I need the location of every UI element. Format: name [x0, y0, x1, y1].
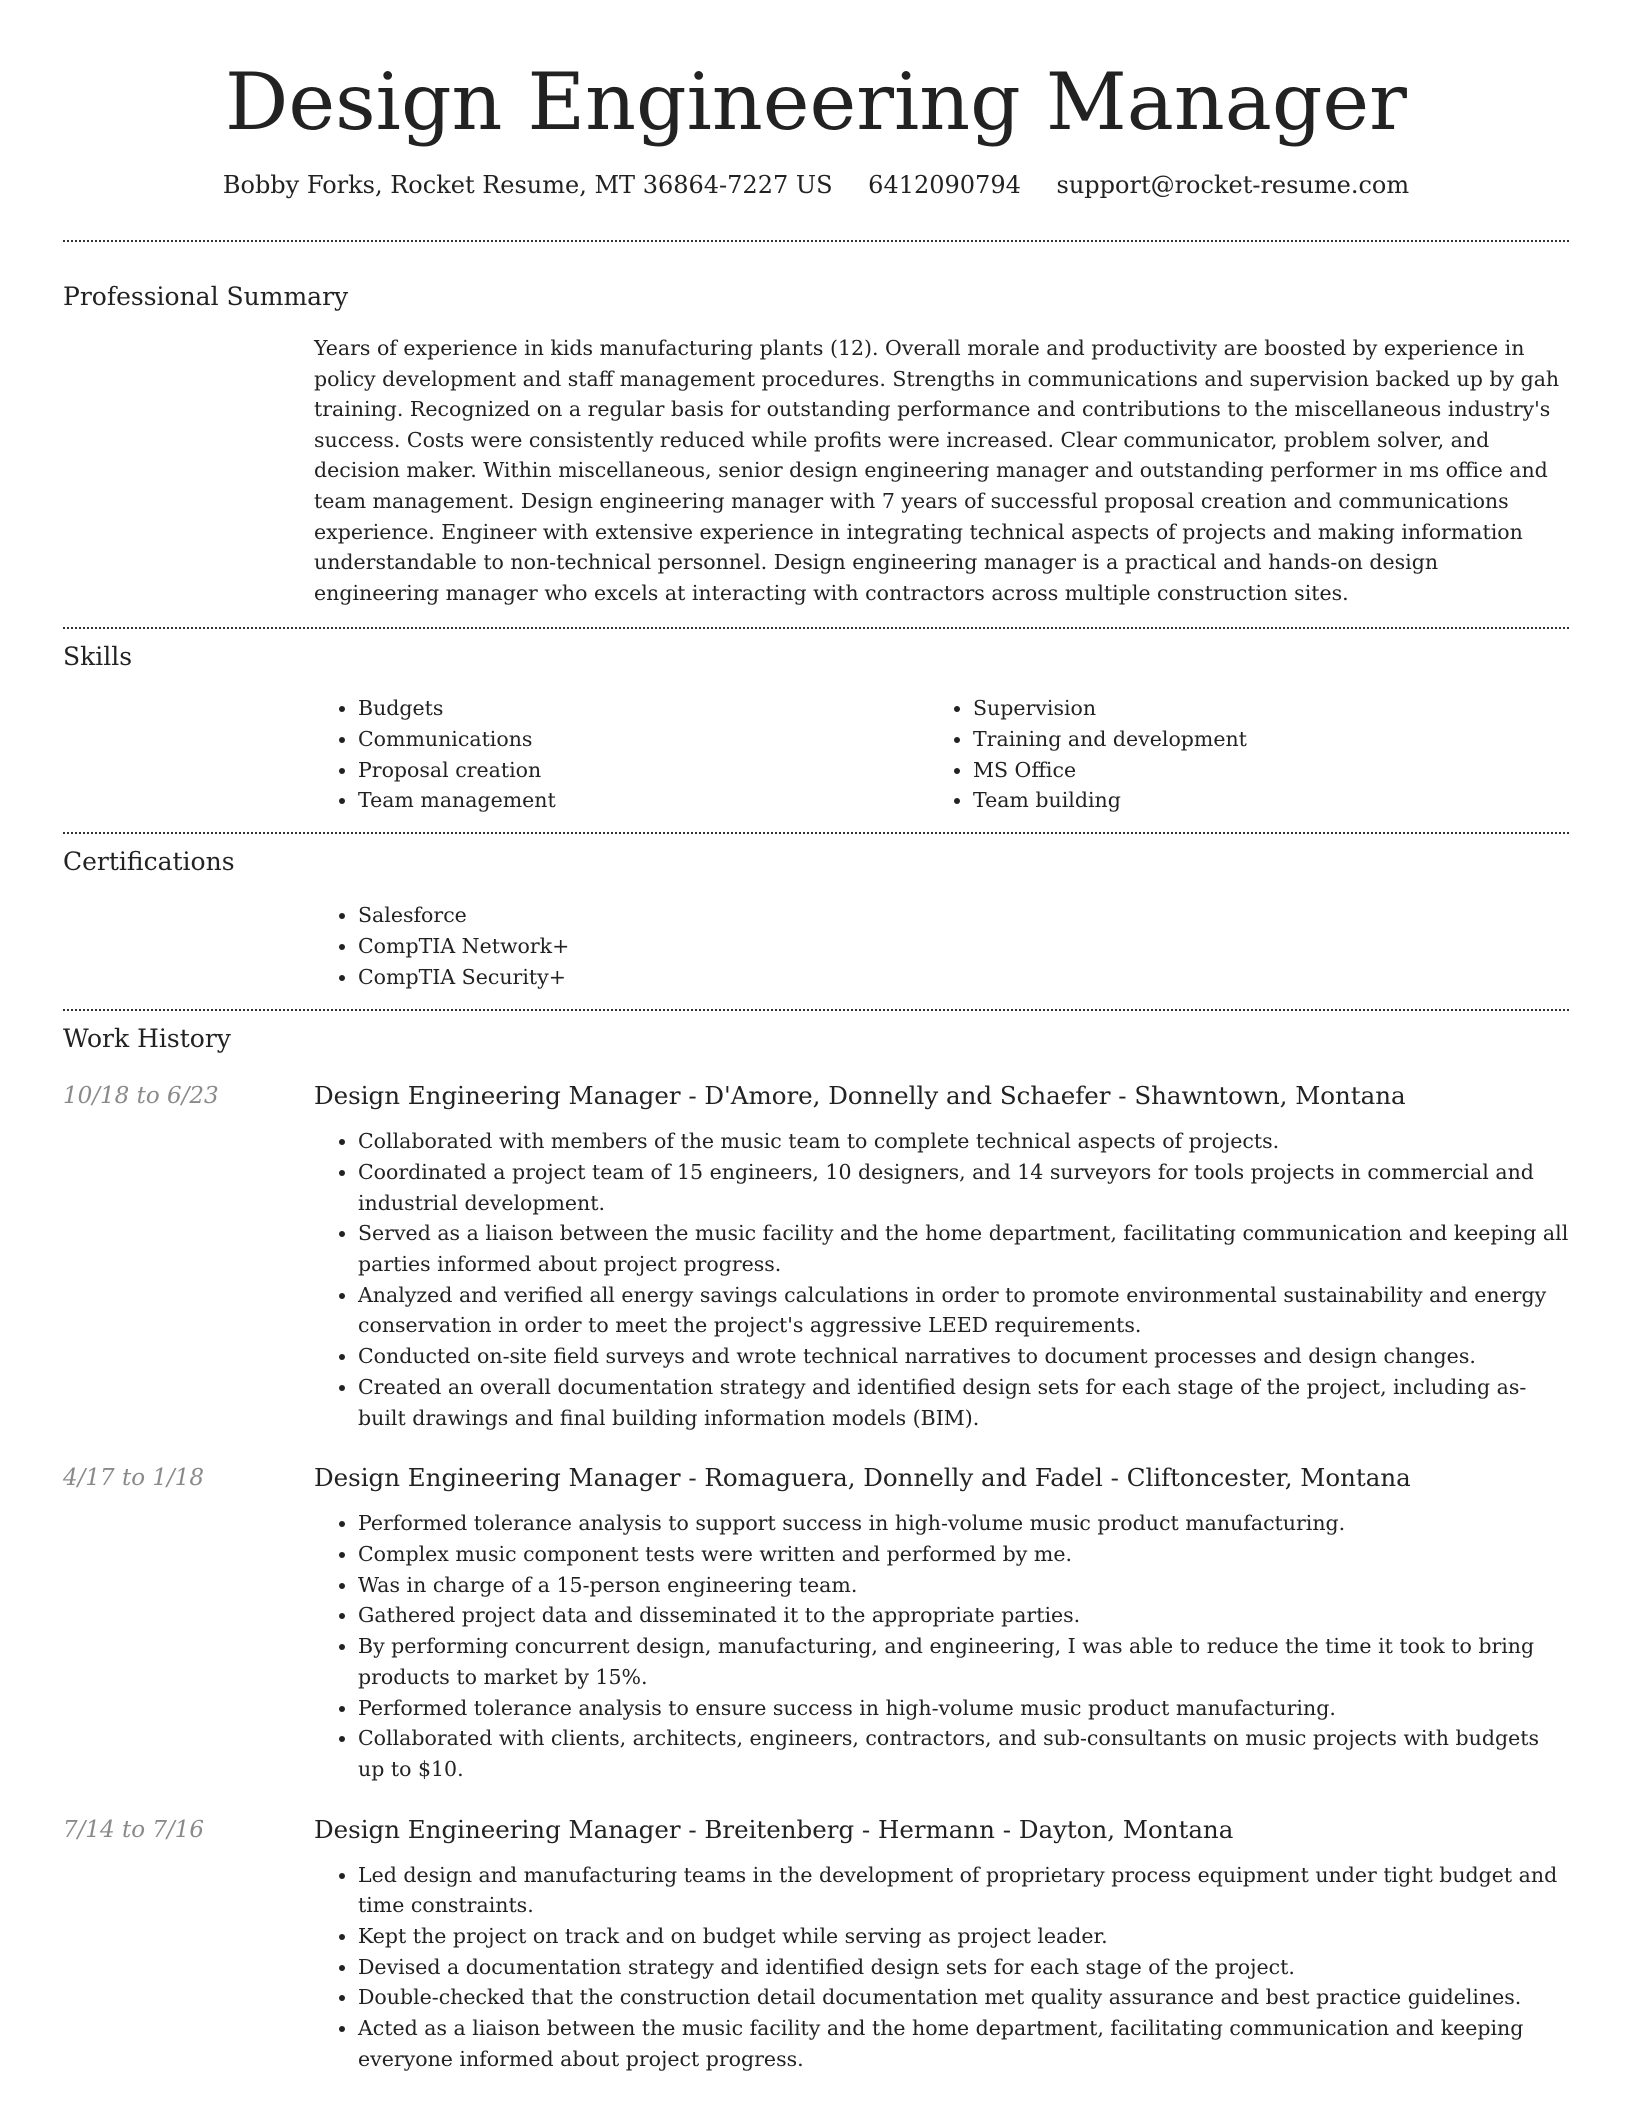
- skills-list-left: [314, 693, 929, 816]
- contact-phone: 6412090794: [868, 171, 1021, 199]
- list-item: • Acted as a liaison between the music facility and the home department, facilitating communication and keeping everyone informed about project progress.: [358, 2013, 1569, 2074]
- job-bullets: [314, 1508, 1569, 1784]
- summary-text: Years of experience in kids manufacturing plants (12). Overall morale and productivity are boosted by experience in policy development and staff management procedures. Strengths in communications and supervision backed up by gah training. Recognized on a regular basis for outstanding performance and contributions to the miscellaneous industry's success. Costs were consistently reduced while profits were increased. Clear communicator, problem solver, and decision maker. Within miscellaneous, senior design engineering manager and outstanding performer in ms office and team management. Design engineering manager with 7 years of successful proposal creation and communications experience. Engineer with extensive experience in integrating technical aspects of projects and making information understandable to non-technical personnel. Design engineering manager is a practical and hands-on design engineering manager who excels at interacting with contractors across multiple construction sites.: [314, 336, 1560, 605]
- list-item: • Collaborated with clients, architects, engineers, contractors, and sub-consultants on music projects with budgets up to $10.: [358, 1723, 1569, 1784]
- resume-header: [63, 0, 1569, 200]
- list-item: • CompTIA Network+: [358, 931, 1569, 962]
- skills-list-right: [929, 693, 1544, 816]
- list-item: • CompTIA Security+: [358, 962, 1569, 993]
- contact-line: [63, 170, 1569, 200]
- job-title: Design Engineering Manager - D'Amore, Donnelly and Schaefer - Shawntown, Montana: [314, 1081, 1406, 1111]
- work-history-heading: Work History: [63, 1024, 231, 1054]
- list-item: • Devised a documentation strategy and identified design sets for each stage of the project.: [358, 1952, 1569, 1983]
- list-item: • Training and development: [973, 724, 1544, 755]
- contact-email: support@rocket-resume.com: [1056, 171, 1410, 199]
- list-item: • Team building: [973, 785, 1544, 816]
- skills-column-left: [314, 693, 929, 816]
- summary-content: [314, 333, 1569, 608]
- job-title: Design Engineering Manager - Romaguera, Donnelly and Fadel - Cliftoncester, Montana: [314, 1463, 1411, 1493]
- certifications-heading: Certifications: [63, 847, 235, 877]
- job-dates: 7/14 to 7/16: [63, 1816, 205, 1843]
- list-item: • Complex music component tests were written and performed by me.: [358, 1539, 1569, 1570]
- job-dates: 10/18 to 6/23: [63, 1083, 219, 1110]
- job-body: [314, 1462, 1569, 1784]
- list-item: • Budgets: [358, 693, 929, 724]
- list-item: • Conducted on-site field surveys and wrote technical narratives to document processes and design changes.: [358, 1341, 1569, 1372]
- job-bullets: [314, 1126, 1569, 1433]
- skills-grid: [314, 693, 1569, 816]
- certifications-section: [63, 846, 1569, 992]
- list-item: • Team management: [358, 785, 929, 816]
- skills-section: [63, 641, 1569, 816]
- list-item: • Communications: [358, 724, 929, 755]
- section-divider: [63, 627, 1569, 629]
- list-item: • Coordinated a project team of 15 engineers, 10 designers, and 14 surveyors for tools projects in commercial and industrial development.: [358, 1157, 1569, 1218]
- job-entry: [63, 1080, 1569, 1433]
- list-item: • Salesforce: [358, 900, 1569, 931]
- job-body: [314, 1080, 1569, 1433]
- section-divider: [63, 1009, 1569, 1011]
- list-item: • Led design and manufacturing teams in the development of proprietary process equipment under tight budget and time constraints.: [358, 1860, 1569, 1921]
- list-item: • Gathered project data and disseminated it to the appropriate parties.: [358, 1600, 1569, 1631]
- contact-address: Bobby Forks, Rocket Resume, MT 36864-7227 US: [222, 171, 833, 199]
- skills-heading: Skills: [63, 642, 133, 672]
- summary-heading: Professional Summary: [63, 282, 349, 311]
- resume-title: Design Engineering Manager: [225, 56, 1407, 148]
- list-item: • Was in charge of a 15-person engineering team.: [358, 1570, 1569, 1601]
- skills-column-right: [929, 693, 1544, 816]
- list-item: • Analyzed and verified all energy savings calculations in order to promote environmental sustainability and energy conservation in order to meet the project's aggressive LEED requirements.: [358, 1280, 1569, 1341]
- list-item: • Performed tolerance analysis to support success in high-volume music product manufacturing.: [358, 1508, 1569, 1539]
- list-item: • MS Office: [973, 755, 1544, 786]
- job-entry: [63, 1814, 1569, 2075]
- work-history-section: [63, 1023, 1569, 2074]
- job-entry: [63, 1462, 1569, 1784]
- job-bullets: [314, 1860, 1569, 2075]
- job-title: Design Engineering Manager - Breitenberg - Hermann - Dayton, Montana: [314, 1814, 1234, 1844]
- job-body: [314, 1814, 1569, 2075]
- certifications-content: [314, 900, 1569, 992]
- section-divider: [63, 240, 1569, 242]
- list-item: • Double-checked that the construction detail documentation met quality assurance and best practice guidelines.: [358, 1982, 1569, 2013]
- list-item: • Supervision: [973, 693, 1544, 724]
- certifications-list: [314, 900, 1569, 992]
- list-item: • Served as a liaison between the music facility and the home department, facilitating communication and keeping all parties informed about project progress.: [358, 1218, 1569, 1279]
- list-item: • Performed tolerance analysis to ensure success in high-volume music product manufacturing.: [358, 1693, 1569, 1724]
- job-dates: 4/17 to 1/18: [63, 1465, 205, 1492]
- list-item: • Kept the project on track and on budget while serving as project leader.: [358, 1921, 1569, 1952]
- summary-section: [63, 281, 1569, 608]
- list-item: • Proposal creation: [358, 755, 929, 786]
- list-item: • By performing concurrent design, manufacturing, and engineering, I was able to reduce the time it took to bring products to market by 15%.: [358, 1631, 1569, 1692]
- list-item: • Collaborated with members of the music team to complete technical aspects of projects.: [358, 1126, 1569, 1157]
- list-item: • Created an overall documentation strategy and identified design sets for each stage of the project, including as-built drawings and final building information models (BIM).: [358, 1372, 1569, 1433]
- section-divider: [63, 832, 1569, 834]
